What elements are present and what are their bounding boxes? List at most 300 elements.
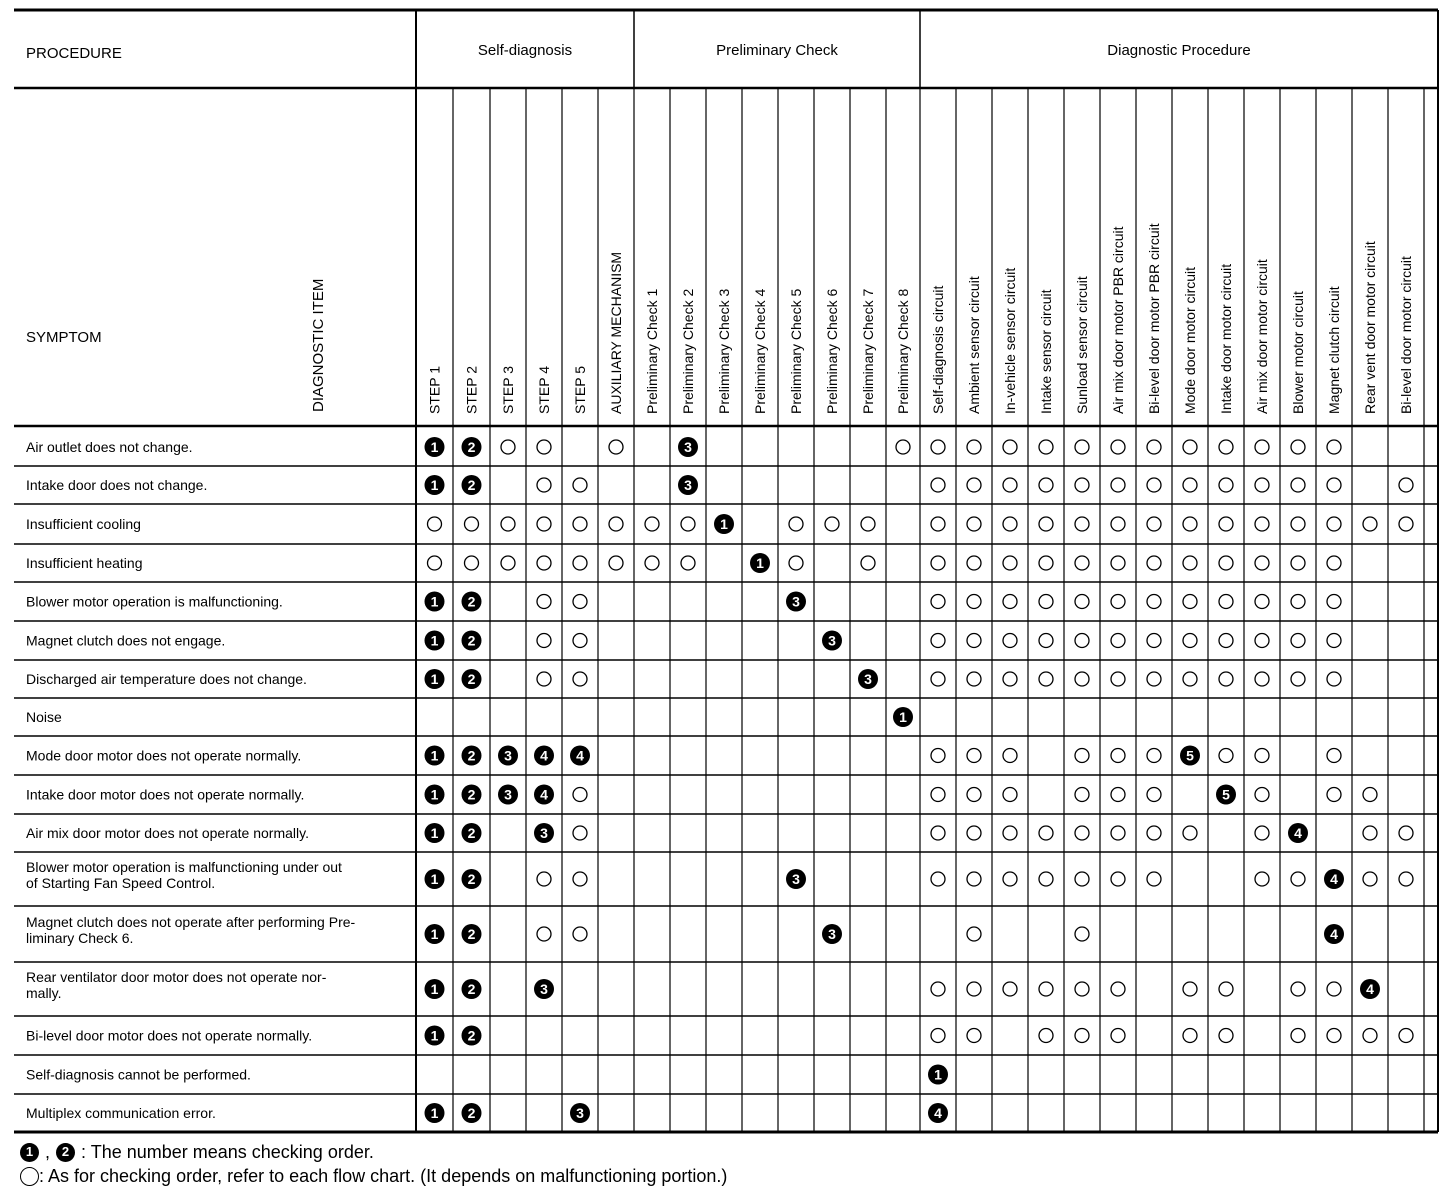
column-header-12: Preliminary Check 6 [824, 288, 840, 414]
open-circle-mark [967, 826, 981, 840]
check-order-number: 4 [1330, 926, 1338, 942]
check-order-number: 2 [467, 632, 476, 649]
open-circle-mark [1075, 927, 1089, 941]
table-row [26, 707, 913, 727]
open-circle-mark [573, 672, 587, 686]
open-circle-mark [931, 788, 945, 802]
open-circle-mark [1039, 440, 1053, 454]
open-circle-mark [1003, 982, 1017, 996]
check-order-number: 1 [756, 555, 764, 571]
open-circle-mark [896, 440, 910, 454]
open-circle-mark [1363, 788, 1377, 802]
open-circle-mark [1075, 672, 1089, 686]
check-order-number: 3 [576, 1105, 584, 1121]
symptom-text: Multiplex communication error. [26, 1105, 216, 1121]
open-circle-mark [967, 927, 981, 941]
table-row [26, 1103, 948, 1123]
table-row [26, 785, 1377, 805]
open-circle-mark [1147, 517, 1161, 531]
check-order-number: 1 [430, 747, 439, 764]
open-circle-mark [1111, 672, 1125, 686]
open-circle-mark [537, 478, 551, 492]
open-circle-mark [789, 556, 803, 570]
open-circle-mark [1291, 440, 1305, 454]
symptom-text: Rear ventilator door motor does not operate nor- [26, 969, 327, 985]
table-row [26, 631, 1341, 651]
open-circle-mark [1327, 788, 1341, 802]
table-row [26, 475, 1413, 495]
open-circle-mark [1219, 595, 1233, 609]
open-circle-mark [967, 788, 981, 802]
open-circle-mark [1003, 440, 1017, 454]
check-order-number: 1 [934, 1066, 942, 1083]
filled-circle-icon: 1 [20, 1143, 39, 1162]
check-order-number: 2 [467, 825, 476, 841]
open-circle-mark [1291, 556, 1305, 570]
open-circle-mark [1075, 517, 1089, 531]
open-circle-mark [1255, 826, 1269, 840]
open-circle-mark [1219, 749, 1233, 763]
open-circle-mark [1327, 749, 1341, 763]
check-order-number: 1 [430, 786, 439, 803]
open-circle-mark [1147, 672, 1161, 686]
open-circle-mark [1183, 595, 1197, 609]
open-circle-mark [1111, 982, 1125, 996]
open-circle-mark [931, 595, 945, 609]
table-row [26, 592, 1341, 612]
open-circle-mark [609, 556, 623, 570]
open-circle-mark [573, 826, 587, 840]
symptom-text: Mode door motor does not operate normally. [26, 747, 302, 764]
open-circle-mark [573, 595, 587, 609]
open-circle-mark [1219, 634, 1233, 648]
check-order-number: 2 [467, 926, 476, 942]
open-circle-mark [1039, 634, 1053, 648]
open-circle-mark [967, 517, 981, 531]
column-header-28: Bi-level door motor circuit [1398, 256, 1414, 414]
legend-filled-text: : The number means checking order. [81, 1142, 374, 1162]
open-circle-icon [20, 1167, 39, 1186]
open-circle-mark [967, 672, 981, 686]
table-row [26, 514, 1413, 534]
column-header-17: In-vehicle sensor circuit [1002, 267, 1018, 414]
check-order-number: 1 [430, 981, 439, 997]
open-circle-mark [573, 872, 587, 886]
open-circle-mark [1003, 556, 1017, 570]
open-circle-mark [931, 872, 945, 886]
open-circle-mark [1399, 478, 1413, 492]
check-order-number: 3 [864, 671, 872, 687]
check-order-number: 2 [467, 871, 476, 887]
symptom-text: of Starting Fan Speed Control. [26, 875, 216, 891]
open-circle-mark [573, 556, 587, 570]
open-circle-mark [1075, 1029, 1089, 1043]
open-circle-mark [1183, 1029, 1197, 1043]
open-circle-mark [1327, 672, 1341, 686]
legend [20, 1140, 1440, 1188]
open-circle-mark [931, 440, 945, 454]
open-circle-mark [573, 478, 587, 492]
open-circle-mark [537, 672, 551, 686]
column-header-4: STEP 4 [536, 366, 552, 414]
open-circle-mark [1291, 982, 1305, 996]
open-circle-mark [501, 517, 515, 531]
open-circle-mark [1111, 478, 1125, 492]
check-order-number: 2 [467, 1105, 476, 1121]
check-order-number: 4 [576, 747, 584, 764]
check-order-number: 3 [828, 632, 836, 649]
table-row [26, 669, 1341, 689]
open-circle-mark [1075, 634, 1089, 648]
table-row [26, 437, 1341, 457]
open-circle-mark [1255, 478, 1269, 492]
column-header-16: Ambient sensor circuit [966, 276, 982, 414]
open-circle-mark [573, 634, 587, 648]
column-header-6: AUXILIARY MECHANISM [608, 251, 624, 414]
open-circle-mark [1147, 634, 1161, 648]
open-circle-mark [967, 478, 981, 492]
open-circle-mark [931, 1029, 945, 1043]
check-order-number: 3 [792, 871, 800, 887]
open-circle-mark [967, 556, 981, 570]
table-row [26, 969, 1380, 1001]
open-circle-mark [1039, 1029, 1053, 1043]
open-circle-mark [1255, 595, 1269, 609]
open-circle-mark [1255, 517, 1269, 531]
symptom-text: Magnet clutch does not operate after performing Pre- [26, 914, 356, 930]
open-circle-mark [1219, 556, 1233, 570]
open-circle-mark [1291, 872, 1305, 886]
column-header-22: Mode door motor circuit [1182, 266, 1198, 414]
open-circle-mark [825, 517, 839, 531]
check-order-number: 1 [430, 671, 439, 687]
column-header-13: Preliminary Check 7 [860, 288, 876, 414]
symptom-text: Self-diagnosis cannot be performed. [26, 1066, 251, 1083]
check-order-number: 2 [467, 747, 476, 764]
open-circle-mark [573, 788, 587, 802]
open-circle-mark [1219, 440, 1233, 454]
column-header-8: Preliminary Check 2 [680, 288, 696, 414]
open-circle-mark [537, 872, 551, 886]
open-circle-mark [1111, 595, 1125, 609]
open-circle-mark [1219, 672, 1233, 686]
open-circle-mark [609, 517, 623, 531]
open-circle-mark [1039, 556, 1053, 570]
open-circle-mark [501, 440, 515, 454]
open-circle-mark [1039, 826, 1053, 840]
open-circle-mark [1363, 1029, 1377, 1043]
open-circle-mark [1147, 749, 1161, 763]
open-circle-mark [1111, 749, 1125, 763]
open-circle-mark [1291, 1029, 1305, 1043]
column-group-headers [478, 42, 1251, 59]
table-row [26, 1065, 948, 1085]
open-circle-mark [1327, 982, 1341, 996]
open-circle-mark [1219, 1029, 1233, 1043]
open-circle-mark [1183, 517, 1197, 531]
symptom-text: Air mix door motor does not operate normally. [26, 825, 309, 841]
open-circle-mark [1219, 478, 1233, 492]
column-header-24: Air mix door motor circuit [1254, 259, 1270, 414]
open-circle-mark [1075, 595, 1089, 609]
legend-open-text: : As for checking order, refer to each flow chart. (It depends on malfunctioning portion.) [39, 1166, 728, 1186]
open-circle-mark [537, 440, 551, 454]
check-order-number: 2 [467, 786, 476, 803]
column-header-21: Bi-level door motor PBR circuit [1146, 223, 1162, 414]
open-circle-mark [537, 517, 551, 531]
open-circle-mark [573, 927, 587, 941]
open-circle-mark [1183, 672, 1197, 686]
check-order-number: 1 [899, 709, 907, 725]
check-order-number: 1 [720, 516, 728, 532]
open-circle-mark [1075, 556, 1089, 570]
legend-separator: , [45, 1142, 51, 1162]
open-circle-mark [1255, 672, 1269, 686]
open-circle-mark [1291, 478, 1305, 492]
open-circle-mark [1183, 440, 1197, 454]
check-order-number: 3 [792, 593, 800, 610]
open-circle-mark [1003, 634, 1017, 648]
check-order-number: 4 [540, 747, 548, 764]
open-circle-mark [931, 634, 945, 648]
check-order-number: 1 [430, 439, 439, 455]
open-circle-mark [1039, 478, 1053, 492]
open-circle-mark [465, 517, 479, 531]
diagnostic-item-label: DIAGNOSTIC ITEM [310, 278, 327, 412]
open-circle-mark [789, 517, 803, 531]
open-circle-mark [1147, 595, 1161, 609]
column-header-27: Rear vent door motor circuit [1362, 241, 1378, 414]
check-order-number: 3 [828, 926, 836, 942]
table-row [26, 553, 1341, 573]
open-circle-mark [1399, 826, 1413, 840]
symptom-text: Discharged air temperature does not change. [26, 671, 307, 687]
check-order-number: 1 [430, 632, 439, 649]
column-header-18: Intake sensor circuit [1038, 289, 1054, 414]
column-header-26: Magnet clutch circuit [1326, 286, 1342, 414]
symptom-text: Blower motor operation is malfunctioning. [26, 593, 283, 610]
open-circle-mark [1111, 440, 1125, 454]
filled-circle-icon: 2 [56, 1143, 75, 1162]
column-header-15: Self-diagnosis circuit [930, 285, 946, 414]
symptom-text: Noise [26, 709, 62, 725]
open-circle-mark [967, 634, 981, 648]
column-header-3: STEP 3 [500, 366, 516, 414]
open-circle-mark [1363, 826, 1377, 840]
open-circle-mark [1327, 517, 1341, 531]
open-circle-mark [1039, 982, 1053, 996]
table-body [26, 437, 1413, 1123]
check-order-number: 2 [467, 439, 476, 455]
open-circle-mark [1255, 556, 1269, 570]
symptom-text: Air outlet does not change. [26, 439, 193, 455]
symptom-label: SYMPTOM [26, 329, 102, 346]
open-circle-mark [1003, 826, 1017, 840]
open-circle-mark [931, 749, 945, 763]
open-circle-mark [537, 927, 551, 941]
open-circle-mark [1327, 478, 1341, 492]
open-circle-mark [1255, 872, 1269, 886]
check-order-number: 3 [684, 439, 692, 455]
open-circle-mark [1111, 788, 1125, 802]
open-circle-mark [1111, 634, 1125, 648]
check-order-number: 1 [430, 871, 439, 887]
open-circle-mark [1327, 634, 1341, 648]
check-order-number: 3 [540, 981, 548, 997]
open-circle-mark [1399, 872, 1413, 886]
check-order-number: 3 [504, 786, 512, 803]
open-circle-mark [1003, 872, 1017, 886]
open-circle-mark [1075, 982, 1089, 996]
open-circle-mark [1291, 672, 1305, 686]
open-circle-mark [1327, 440, 1341, 454]
open-circle-mark [967, 1029, 981, 1043]
open-circle-mark [1147, 556, 1161, 570]
open-circle-mark [428, 556, 442, 570]
legend-open-line [20, 1164, 1440, 1188]
column-header-20: Air mix door motor PBR circuit [1110, 226, 1126, 414]
open-circle-mark [1255, 788, 1269, 802]
open-circle-mark [1039, 595, 1053, 609]
check-order-number: 3 [504, 747, 512, 764]
open-circle-mark [967, 982, 981, 996]
open-circle-mark [1327, 595, 1341, 609]
open-circle-mark [931, 672, 945, 686]
open-circle-mark [931, 982, 945, 996]
check-order-number: 2 [467, 671, 476, 687]
table-row [26, 859, 1413, 891]
check-order-number: 2 [467, 1027, 476, 1044]
open-circle-mark [1183, 826, 1197, 840]
open-circle-mark [1111, 826, 1125, 840]
open-circle-mark [1291, 595, 1305, 609]
symptom-text: mally. [26, 985, 62, 1001]
open-circle-mark [1111, 1029, 1125, 1043]
open-circle-mark [1003, 788, 1017, 802]
open-circle-mark [1075, 440, 1089, 454]
open-circle-mark [1183, 634, 1197, 648]
open-circle-mark [931, 556, 945, 570]
check-order-number: 1 [430, 593, 439, 610]
open-circle-mark [1219, 517, 1233, 531]
open-circle-mark [1003, 478, 1017, 492]
check-order-number: 2 [467, 981, 476, 997]
open-circle-mark [1003, 749, 1017, 763]
open-circle-mark [1003, 517, 1017, 531]
legend-filled-line [20, 1140, 1440, 1164]
check-order-number: 4 [540, 786, 548, 803]
column-header-5: STEP 5 [572, 366, 588, 414]
open-circle-mark [1183, 478, 1197, 492]
open-circle-mark [1183, 556, 1197, 570]
table-grid [14, 10, 1438, 1132]
symptom-text: Insufficient cooling [26, 516, 141, 532]
open-circle-mark [1147, 478, 1161, 492]
open-circle-mark [1075, 826, 1089, 840]
group-header-2: Preliminary Check [716, 42, 838, 59]
open-circle-mark [1399, 517, 1413, 531]
check-order-number: 1 [430, 825, 439, 841]
column-header-23: Intake door motor circuit [1218, 263, 1234, 414]
open-circle-mark [1363, 872, 1377, 886]
open-circle-mark [1147, 788, 1161, 802]
table-row [26, 823, 1413, 843]
open-circle-mark [931, 826, 945, 840]
open-circle-mark [1327, 1029, 1341, 1043]
open-circle-mark [1003, 595, 1017, 609]
open-circle-mark [1039, 672, 1053, 686]
symptom-text: liminary Check 6. [26, 930, 134, 946]
column-header-10: Preliminary Check 4 [752, 288, 768, 414]
check-order-number: 4 [934, 1105, 942, 1121]
open-circle-mark [645, 556, 659, 570]
column-header-9: Preliminary Check 3 [716, 288, 732, 414]
open-circle-mark [1291, 517, 1305, 531]
open-circle-mark [1075, 788, 1089, 802]
open-circle-mark [1111, 517, 1125, 531]
open-circle-mark [1039, 517, 1053, 531]
open-circle-mark [537, 556, 551, 570]
open-circle-mark [681, 517, 695, 531]
open-circle-mark [1255, 634, 1269, 648]
open-circle-mark [1147, 440, 1161, 454]
check-order-number: 4 [1330, 871, 1338, 887]
open-circle-mark [1003, 672, 1017, 686]
open-circle-mark [1291, 634, 1305, 648]
check-order-number: 1 [430, 477, 439, 493]
check-order-number: 1 [430, 1105, 439, 1121]
column-header-25: Blower motor circuit [1290, 291, 1306, 414]
check-order-number: 5 [1222, 786, 1230, 803]
symptom-text: Magnet clutch does not engage. [26, 632, 226, 649]
column-header-19: Sunload sensor circuit [1074, 276, 1090, 414]
open-circle-mark [931, 478, 945, 492]
check-order-number: 1 [430, 1027, 439, 1044]
open-circle-mark [1111, 556, 1125, 570]
open-circle-mark [861, 517, 875, 531]
check-order-number: 3 [540, 825, 548, 841]
check-order-number: 4 [1294, 825, 1302, 841]
procedure-label: PROCEDURE [26, 45, 122, 62]
check-order-number: 5 [1186, 747, 1194, 764]
open-circle-mark [645, 517, 659, 531]
open-circle-mark [501, 556, 515, 570]
column-header-14: Preliminary Check 8 [895, 288, 911, 414]
table-header [26, 45, 327, 412]
open-circle-mark [1111, 872, 1125, 886]
open-circle-mark [1219, 982, 1233, 996]
column-header-1: STEP 1 [426, 366, 443, 414]
open-circle-mark [1255, 440, 1269, 454]
open-circle-mark [967, 440, 981, 454]
table-row [26, 746, 1341, 766]
open-circle-mark [1363, 517, 1377, 531]
open-circle-mark [967, 749, 981, 763]
open-circle-mark [537, 595, 551, 609]
open-circle-mark [465, 556, 479, 570]
group-header-1: Self-diagnosis [477, 42, 573, 59]
symptom-text: Insufficient heating [26, 555, 143, 571]
open-circle-mark [1255, 749, 1269, 763]
column-header-2: STEP 2 [463, 366, 480, 414]
open-circle-mark [1147, 872, 1161, 886]
open-circle-mark [1399, 1029, 1413, 1043]
group-header-3: Diagnostic Procedure [1107, 42, 1251, 59]
symptom-text: Intake door does not change. [26, 477, 208, 493]
check-order-number: 2 [467, 477, 476, 493]
open-circle-mark [967, 595, 981, 609]
open-circle-mark [1183, 982, 1197, 996]
